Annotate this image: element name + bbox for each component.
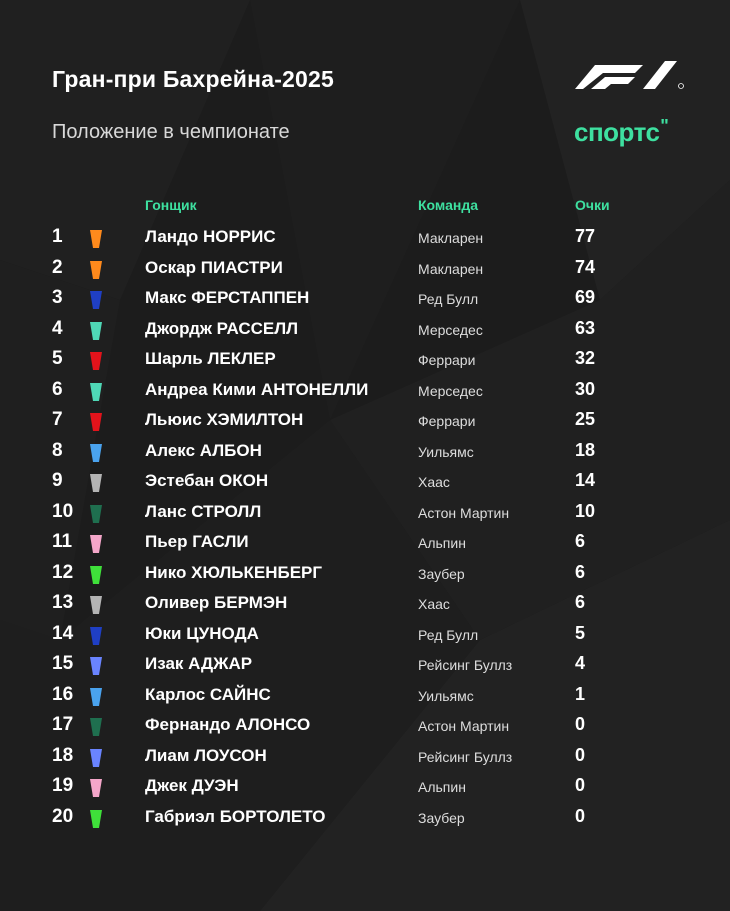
team-color-flag-icon bbox=[90, 627, 102, 645]
page-title: Гран-при Бахрейна-2025 bbox=[52, 66, 335, 92]
team-color-flag-icon bbox=[90, 657, 102, 675]
team-name: Заубер bbox=[418, 565, 465, 582]
driver-name: Шарль ЛЕКЛЕР bbox=[145, 349, 276, 368]
driver-name: Габриэл БОРТОЛЕТО bbox=[145, 806, 326, 826]
table-row bbox=[0, 222, 730, 253]
points-value: 25 bbox=[575, 409, 596, 429]
driver-name: Оскар ПИАСТРИ bbox=[145, 257, 283, 277]
table-row bbox=[0, 253, 730, 284]
driver-name: Алекс АЛБОН bbox=[145, 440, 262, 460]
position-number: 19 bbox=[52, 775, 74, 796]
points-value: 10 bbox=[575, 500, 596, 521]
driver-name: Ланс СТРОЛЛ bbox=[145, 501, 262, 521]
page-subtitle: Положение в чемпионате bbox=[52, 121, 290, 143]
table-row bbox=[0, 405, 730, 436]
table-row bbox=[0, 283, 730, 314]
position-number: 10 bbox=[52, 500, 74, 522]
table-row bbox=[0, 680, 730, 711]
team-name: Рейсинг Буллз bbox=[418, 657, 513, 673]
team-color-flag-icon bbox=[90, 596, 102, 614]
position-number: 7 bbox=[52, 409, 63, 430]
points-value: 14 bbox=[575, 470, 596, 490]
brand-logo bbox=[574, 116, 668, 148]
points-value: 18 bbox=[575, 439, 596, 460]
points-value: 0 bbox=[575, 744, 586, 765]
team-name: Феррари bbox=[418, 352, 476, 368]
team-name: Заубер bbox=[418, 809, 465, 826]
table-row bbox=[0, 771, 730, 802]
table-row bbox=[0, 649, 730, 680]
team-name: Хаас bbox=[418, 596, 450, 612]
driver-name: Ландо НОРРИС bbox=[145, 227, 276, 246]
table-row bbox=[0, 527, 730, 558]
driver-name: Юки ЦУНОДА bbox=[145, 623, 259, 643]
team-color-flag-icon bbox=[90, 291, 102, 309]
team-color-flag-icon bbox=[90, 474, 102, 492]
team-name: Феррари bbox=[418, 413, 476, 429]
driver-name: Оливер БЕРМЭН bbox=[145, 593, 288, 612]
driver-name: Джек ДУЭН bbox=[145, 776, 239, 795]
team-name: Ред Булл bbox=[418, 626, 479, 643]
driver-name: Фернандо АЛОНСО bbox=[145, 715, 311, 734]
team-color-flag-icon bbox=[90, 261, 102, 279]
position-number: 11 bbox=[52, 531, 73, 552]
driver-name: Лиам ЛОУСОН bbox=[145, 745, 267, 765]
team-color-flag-icon bbox=[90, 352, 102, 370]
team-color-flag-icon bbox=[90, 688, 102, 706]
position-number: 16 bbox=[52, 683, 74, 705]
team-color-flag-icon bbox=[90, 779, 102, 797]
points-value: 69 bbox=[575, 287, 596, 307]
team-color-flag-icon bbox=[90, 718, 102, 736]
position-number: 1 bbox=[52, 226, 63, 247]
team-color-flag-icon bbox=[90, 535, 102, 553]
position-number: 6 bbox=[52, 378, 63, 400]
driver-name: Льюис ХЭМИЛТОН bbox=[145, 410, 304, 429]
table-row bbox=[0, 741, 730, 772]
team-color-flag-icon bbox=[90, 810, 102, 828]
position-number: 15 bbox=[52, 653, 74, 674]
points-value: 5 bbox=[575, 622, 586, 643]
points-value: 63 bbox=[575, 317, 596, 338]
position-number: 8 bbox=[52, 439, 63, 461]
team-color-flag-icon bbox=[90, 383, 102, 401]
team-color-flag-icon bbox=[90, 230, 102, 248]
team-color-flag-icon bbox=[90, 566, 102, 584]
driver-name: Пьер ГАСЛИ bbox=[145, 532, 249, 551]
team-name: Уильямс bbox=[418, 443, 474, 460]
table-row bbox=[0, 314, 730, 345]
position-number: 20 bbox=[52, 805, 74, 827]
team-name: Уильямс bbox=[418, 687, 474, 704]
column-header-driver: Гонщик bbox=[145, 197, 197, 213]
team-name: Макларен bbox=[418, 260, 484, 277]
team-name: Мерседес bbox=[418, 321, 483, 338]
team-name: Рейсинг Буллз bbox=[418, 748, 513, 765]
table-row bbox=[0, 619, 730, 650]
table-row bbox=[0, 375, 730, 406]
column-header-team: Команда bbox=[418, 197, 478, 213]
team-name: Альпин bbox=[418, 535, 466, 551]
table-row bbox=[0, 344, 730, 375]
driver-name: Нико ХЮЛЬКЕНБЕРГ bbox=[145, 562, 323, 582]
points-value: 4 bbox=[575, 653, 586, 673]
team-color-flag-icon bbox=[90, 322, 102, 340]
table-row bbox=[0, 558, 730, 589]
position-number: 18 bbox=[52, 744, 74, 766]
team-name: Мерседес bbox=[418, 382, 483, 399]
team-name: Альпин bbox=[418, 779, 466, 795]
team-name: Астон Мартин bbox=[418, 504, 510, 521]
position-number: 13 bbox=[52, 592, 74, 613]
driver-name: Изак АДЖАР bbox=[145, 654, 253, 673]
driver-name: Эстебан ОКОН bbox=[145, 471, 269, 490]
team-name: Хаас bbox=[418, 474, 450, 490]
table-row bbox=[0, 466, 730, 497]
points-value: 77 bbox=[575, 226, 596, 246]
points-value: 6 bbox=[575, 592, 586, 612]
column-header-points: Очки bbox=[575, 197, 610, 213]
team-name: Астон Мартин bbox=[418, 718, 510, 734]
table-row bbox=[0, 588, 730, 619]
table-row bbox=[0, 802, 730, 833]
table-row bbox=[0, 436, 730, 467]
points-value: 6 bbox=[575, 561, 586, 582]
position-number: 14 bbox=[52, 622, 74, 644]
points-value: 32 bbox=[575, 348, 596, 368]
driver-name: Макс ФЕРСТАППЕН bbox=[145, 288, 310, 307]
brand-mark: '' bbox=[660, 116, 668, 136]
position-number: 4 bbox=[52, 317, 63, 339]
position-number: 5 bbox=[52, 348, 63, 369]
f1-logo-icon bbox=[573, 59, 688, 91]
team-color-flag-icon bbox=[90, 505, 102, 523]
brand-name: спортс bbox=[574, 117, 660, 147]
standings-table bbox=[0, 222, 730, 832]
points-value: 0 bbox=[575, 805, 586, 826]
position-number: 12 bbox=[52, 561, 74, 583]
table-row bbox=[0, 710, 730, 741]
team-color-flag-icon bbox=[90, 413, 102, 431]
team-name: Макларен bbox=[418, 230, 484, 246]
points-value: 0 bbox=[575, 714, 586, 734]
points-value: 6 bbox=[575, 531, 586, 551]
position-number: 3 bbox=[52, 287, 63, 308]
driver-name: Джордж РАССЕЛЛ bbox=[145, 318, 299, 338]
points-value: 1 bbox=[575, 683, 586, 704]
driver-name: Андреа Кими АНТОНЕЛЛИ bbox=[145, 379, 369, 399]
team-color-flag-icon bbox=[90, 444, 102, 462]
team-name: Ред Булл bbox=[418, 291, 479, 307]
points-value: 30 bbox=[575, 378, 596, 399]
points-value: 74 bbox=[575, 256, 596, 277]
driver-name: Карлос САЙНС bbox=[145, 684, 271, 704]
position-number: 17 bbox=[52, 714, 74, 735]
team-color-flag-icon bbox=[90, 749, 102, 767]
points-value: 0 bbox=[575, 775, 586, 795]
position-number: 9 bbox=[52, 470, 63, 491]
table-row bbox=[0, 497, 730, 528]
position-number: 2 bbox=[52, 256, 63, 278]
